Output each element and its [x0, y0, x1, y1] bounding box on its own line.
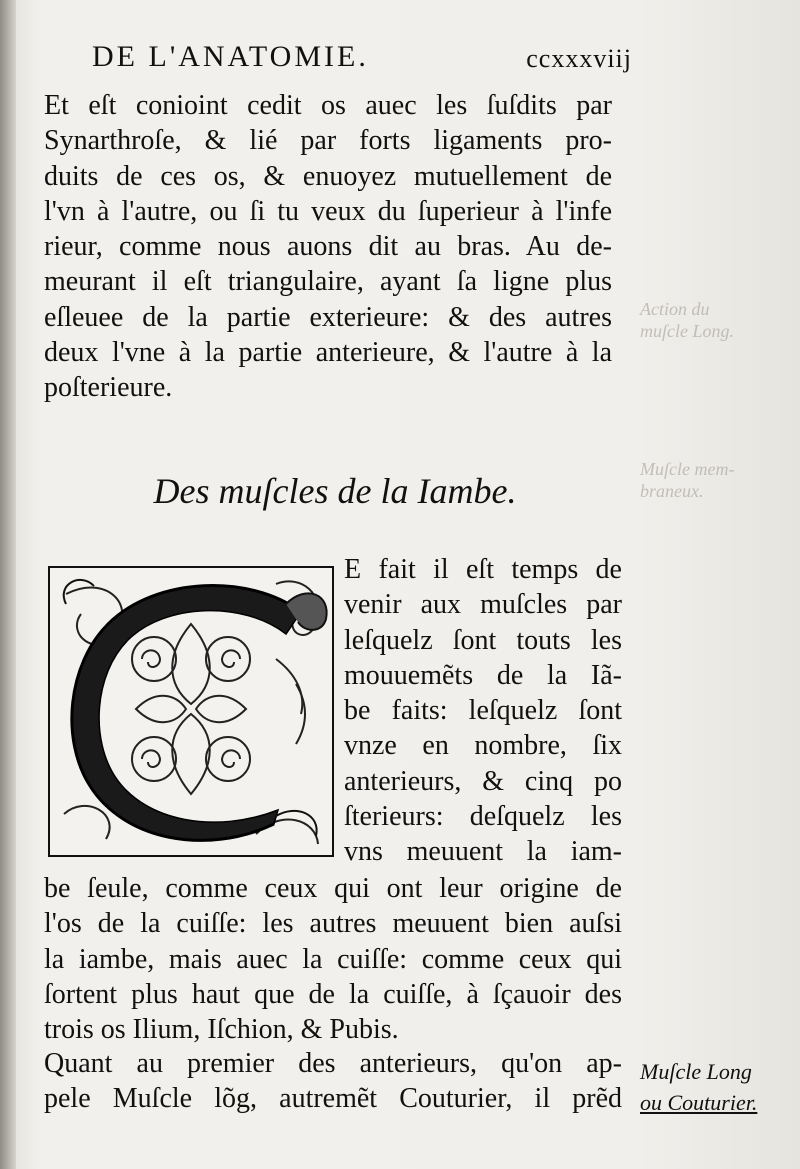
text-line: ſterieurs: deſquelz les	[344, 801, 622, 833]
gutter-shadow	[0, 0, 16, 1169]
text-line: be ſeule, comme ceux qui ont leur origine de	[44, 873, 622, 904]
text-line: anterieurs, & cinq po	[344, 765, 622, 797]
intro-paragraph	[44, 88, 612, 406]
text-line: ſortent plus haut que de la cuiſſe, à ſçauoir des	[44, 978, 622, 1010]
section-heading: Des muſcles de la Iambe.	[153, 471, 517, 511]
text-line: Et eſt conioint cedit os auec les ſuſdits par	[44, 90, 612, 121]
text-line: poſterieure.	[44, 372, 173, 404]
text-line: E fait il eſt temps de	[344, 554, 622, 585]
text-line: venir aux muſcles par	[344, 589, 622, 621]
page-header	[92, 40, 632, 80]
text-line: be faits: leſquelz ſont	[344, 695, 622, 727]
text-line: mouuemẽts de la Iã-	[344, 659, 622, 691]
text-line: l'vn à l'autre, ou ſi tu veux du ſuperieur à l'infe	[44, 195, 612, 227]
text-line: eſleuee de la partie exterieure: & des autres	[44, 301, 612, 333]
margin-note-line: ou Couturier.	[640, 1090, 758, 1115]
paragraph-continued	[44, 871, 622, 1047]
text-line: Synarthroſe, & lié par forts ligaments pro-	[44, 125, 612, 157]
bleed-through-note: Muſcle mem- braneux.	[640, 459, 735, 501]
text-line: vnze en nombre, ſix	[344, 730, 622, 762]
text-line: trois os Ilium, Iſchion, & Pubis.	[44, 1014, 399, 1046]
text-line: leſquelz ſont touts les	[344, 624, 622, 656]
text-line: Quant au premier des anterieurs, qu'on ap-	[44, 1048, 622, 1079]
text-line: l'os de la cuiſſe: les autres meuuent bien auſsi	[44, 908, 622, 940]
text-line: la iambe, mais auec la cuiſſe: comme ceux qui	[44, 943, 622, 975]
paragraph-beside-initial	[344, 552, 622, 870]
margin-note-line: Muſcle Long	[640, 1059, 752, 1084]
final-paragraph	[44, 1046, 622, 1117]
page-number: ccxxxviij	[526, 44, 632, 73]
bleed-through-note: Action du muſcle Long.	[640, 299, 734, 341]
text-line: deux l'vne à la partie anterieure, & l'autre à la	[44, 337, 612, 369]
margin-note	[640, 1056, 757, 1118]
text-line: rieur, comme nous auons dit au bras. Au de-	[44, 231, 612, 263]
text-line: duits de ces os, & enuoyez mutuellement de	[44, 160, 612, 192]
text-line: vns meuuent la iam-	[344, 836, 622, 868]
text-line: meurant il eſt triangulaire, ayant ſa ligne plus	[44, 266, 612, 298]
text-line: pele Muſcle lõg, autremẽt Couturier, il prẽd	[44, 1083, 622, 1115]
running-title: DE L'ANATOMIE.	[92, 40, 369, 73]
ornamental-initial-c	[46, 564, 336, 859]
